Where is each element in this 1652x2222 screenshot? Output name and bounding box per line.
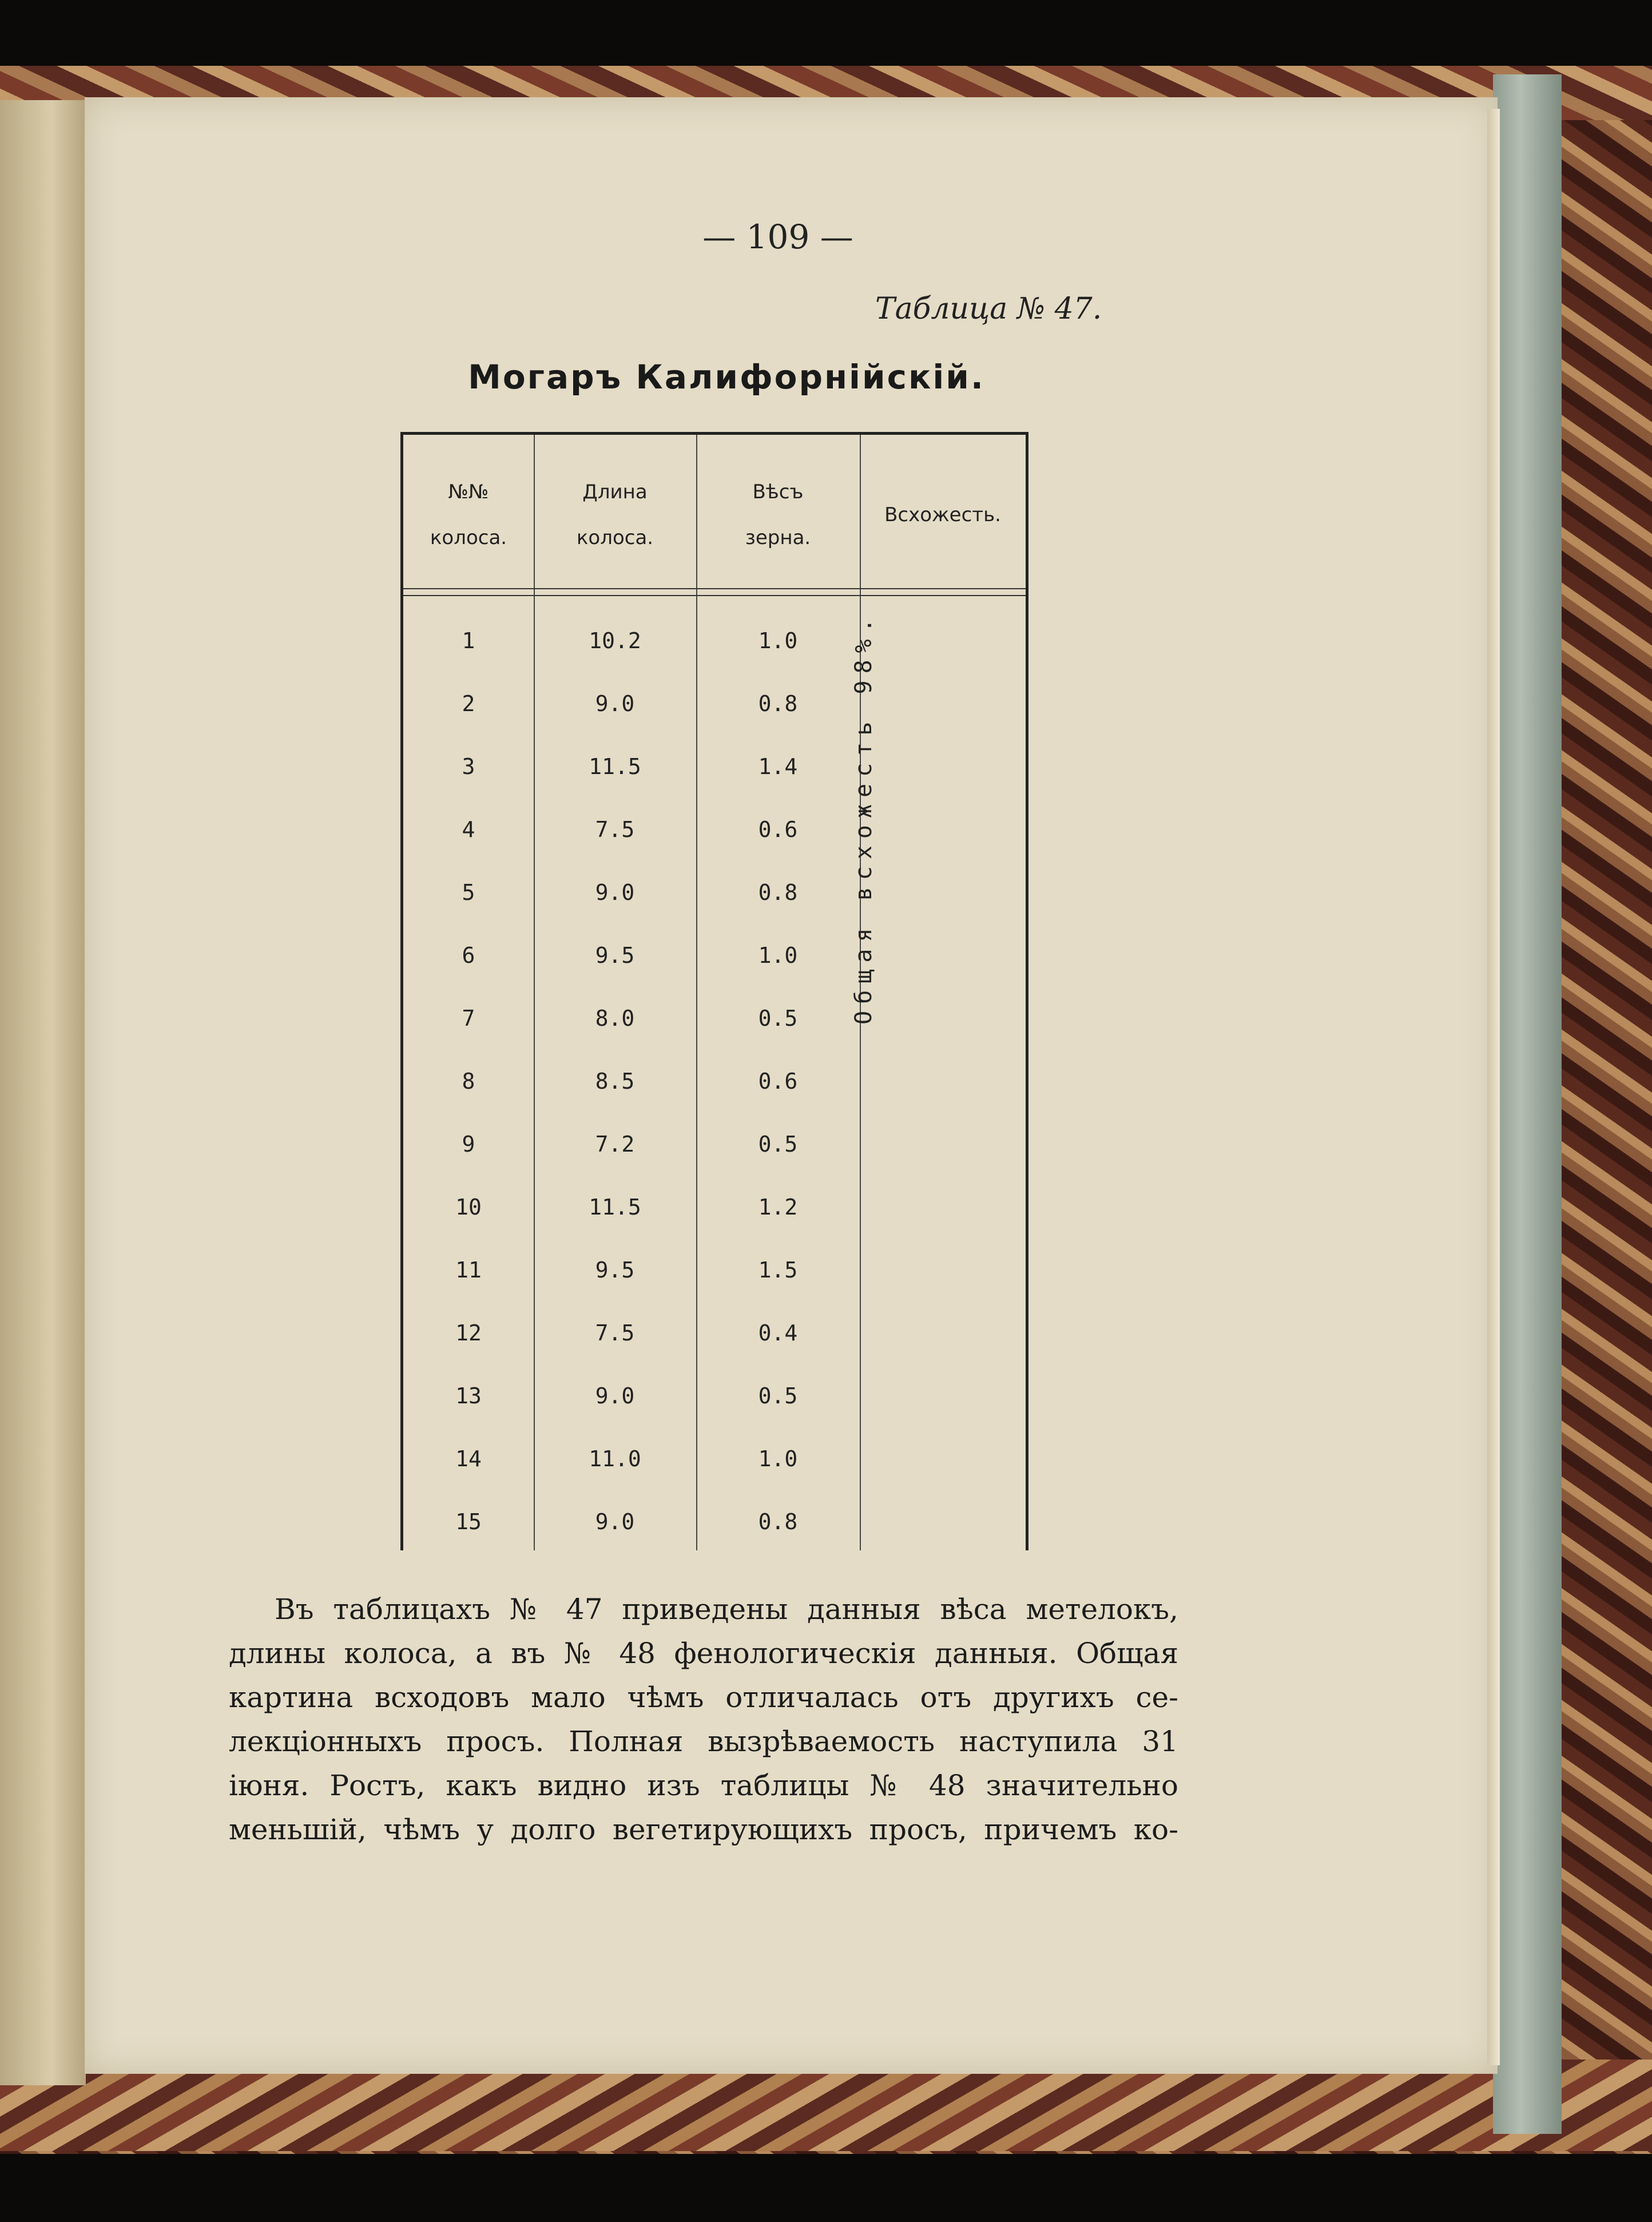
- cell-length: 9.5: [595, 1257, 635, 1283]
- table-row: [403, 672, 860, 735]
- body-paragraph: [229, 1588, 1178, 1852]
- table-row: [403, 1302, 860, 1364]
- header-length: Длина колоса.: [576, 481, 654, 549]
- table-row: [403, 924, 860, 987]
- cell-length: 8.0: [595, 1006, 635, 1031]
- cell-number: 11: [455, 1257, 482, 1283]
- cell-length: 8.5: [595, 1069, 635, 1094]
- header-weight: Вѣсъ зерна.: [745, 481, 811, 549]
- table-row: [403, 735, 860, 798]
- cell-weight: 0.6: [758, 1069, 798, 1094]
- cell-number: 10: [455, 1195, 482, 1220]
- data-table: [400, 432, 1028, 1550]
- cell-weight: 1.0: [758, 1446, 798, 1471]
- table-row: [403, 1176, 860, 1239]
- cell-number: 12: [455, 1320, 482, 1346]
- text-line: Въ таблицахъ № 47 приведены данныя вѣса метелокъ,: [275, 1593, 1178, 1626]
- cell-length: 11.0: [589, 1446, 641, 1471]
- cell-number: 3: [462, 754, 475, 779]
- cell-length: 10.2: [589, 628, 641, 653]
- facing-page-edge: [0, 100, 86, 2085]
- cell-weight: 0.5: [758, 1132, 798, 1157]
- cell-number: 15: [455, 1509, 482, 1534]
- table-row: [403, 1113, 860, 1176]
- cell-number: 6: [462, 943, 475, 968]
- cell-length: 9.5: [595, 943, 635, 968]
- cell-weight: 0.6: [758, 817, 798, 842]
- cell-number: 14: [455, 1446, 482, 1471]
- page-stack-edge: [1487, 109, 1500, 2065]
- cell-number: 1: [462, 628, 475, 653]
- text-line: iюня. Ростъ, какъ видно изъ таблицы № 48 значительно: [229, 1769, 1178, 1802]
- table-row: [403, 1427, 860, 1490]
- table-row: [403, 987, 860, 1050]
- cell-length: 7.2: [595, 1132, 635, 1157]
- cell-length: 7.5: [595, 1320, 635, 1346]
- cell-length: 9.0: [595, 1509, 635, 1534]
- cell-weight: 0.8: [758, 880, 798, 905]
- header-number: №№ колоса.: [430, 481, 507, 549]
- cell-number: 13: [455, 1383, 482, 1408]
- table-row: [403, 1239, 860, 1302]
- cell-length: 11.5: [589, 754, 641, 779]
- cell-weight: 1.0: [758, 628, 798, 653]
- header-rule: [403, 588, 1026, 589]
- cell-weight: 1.0: [758, 943, 798, 968]
- cell-number: 9: [462, 1132, 475, 1157]
- header-rule: [403, 595, 1026, 596]
- cell-weight: 1.2: [758, 1195, 798, 1220]
- cell-weight: 0.5: [758, 1006, 798, 1031]
- text-line: меньшiй, чѣмъ у долго вегетирующихъ просъ, причемъ ко-: [229, 1813, 1178, 1846]
- table-row: [403, 1490, 860, 1553]
- cell-weight: 1.5: [758, 1257, 798, 1283]
- cell-weight: 0.8: [758, 1509, 798, 1534]
- cell-length: 9.0: [595, 880, 635, 905]
- table-row: [403, 798, 860, 861]
- table-row: [403, 1364, 860, 1427]
- binding-cloth: [1493, 74, 1562, 2134]
- cell-weight: 0.8: [758, 691, 798, 716]
- page-number: — 109 —: [702, 217, 853, 256]
- text-line: лекцiонныхъ просъ. Полная вызрѣваемость наступила 31: [229, 1725, 1178, 1758]
- cell-length: 9.0: [595, 691, 635, 716]
- cell-number: 2: [462, 691, 475, 716]
- cell-number: 4: [462, 817, 475, 842]
- cell-weight: 1.4: [758, 754, 798, 779]
- cell-length: 7.5: [595, 817, 635, 842]
- header-germination: Всхожесть.: [884, 503, 1001, 526]
- cell-weight: 0.5: [758, 1383, 798, 1408]
- table-row: [403, 1050, 860, 1113]
- cell-number: 5: [462, 880, 475, 905]
- cell-length: 11.5: [589, 1195, 641, 1220]
- germination-note: Общая всхожесть 98%.: [851, 612, 877, 1025]
- cell-weight: 0.4: [758, 1320, 798, 1346]
- table-row: [403, 609, 860, 672]
- table-title: Могаръ Калифорнiйскiй.: [468, 358, 985, 396]
- cell-number: 8: [462, 1069, 475, 1094]
- text-line: длины колоса, а въ № 48 фенологическiя данныя. Общая: [229, 1637, 1178, 1670]
- cell-number: 7: [462, 1006, 475, 1031]
- table-row: [403, 861, 860, 924]
- text-line: картина всходовъ мало чѣмъ отличалась отъ другихъ се-: [229, 1681, 1178, 1714]
- cell-length: 9.0: [595, 1383, 635, 1408]
- table-label: Таблица № 47.: [875, 292, 1102, 326]
